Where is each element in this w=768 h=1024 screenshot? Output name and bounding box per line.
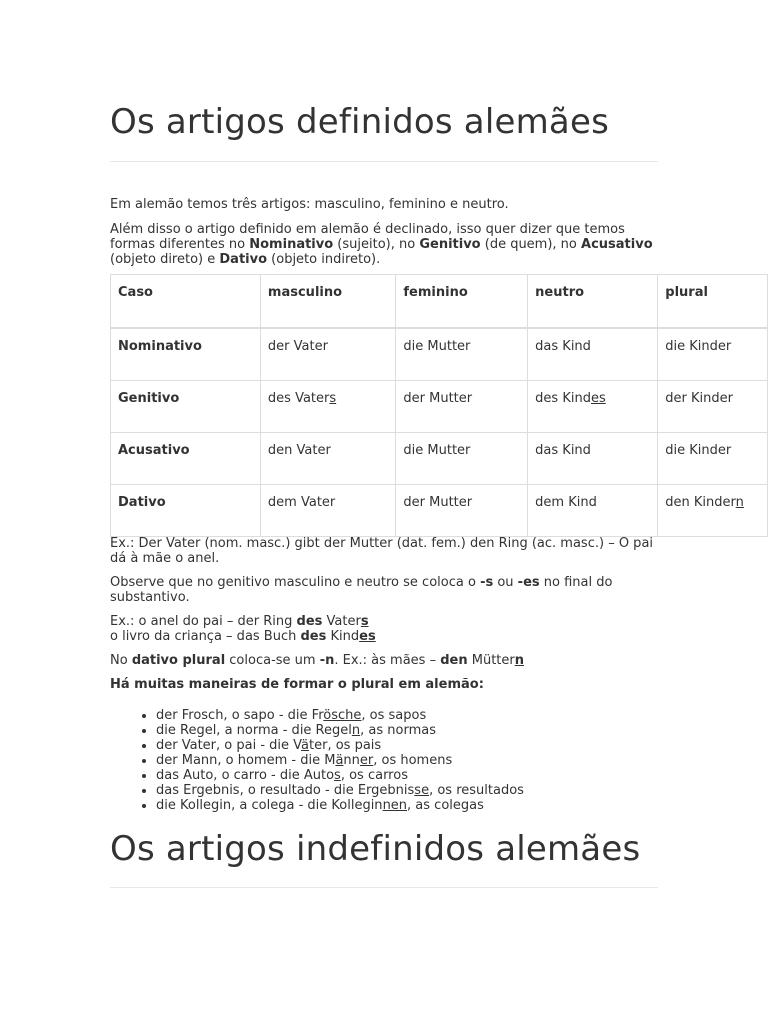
header-feminino: feminino [396,275,528,329]
case-cell: Dativo [111,485,261,537]
plural-cell: die Kinder [658,328,768,381]
case-cell: Acusativo [111,433,261,485]
genitive-examples: Ex.: o anel do pai – der Ring des Vaters o livro da criança – das Buch des Kindes [110,614,376,644]
list-item: • das Auto, o carro - die Autos, os carros [156,768,524,783]
plural-list [110,708,524,813]
section-title-indefinite: Os artigos indefinidos alemães [110,829,641,869]
table-row [111,328,768,381]
case-cell: Nominativo [111,328,261,381]
list-item: • das Ergebnis, o resultado - die Ergebnisse, os resultados [156,783,524,798]
neut-cell: dem Kind [528,485,658,537]
header-neutro: neutro [528,275,658,329]
list-item: • der Mann, o homem - die Männer, os homens [156,753,524,768]
neut-cell: des Kindes [528,381,658,433]
plural-cell: der Kinder [658,381,768,433]
list-item: • die Kollegin, a colega - die Kolleginnen, as colegas [156,798,524,813]
masc-cell: der Vater [260,328,395,381]
fem-cell: die Mutter [396,328,528,381]
header-plural: plural [658,275,768,329]
list-item: • der Vater, o pai - die Väter, os pais [156,738,524,753]
masc-cell: des Vaters [260,381,395,433]
fem-cell: der Mutter [396,485,528,537]
declension-table [110,274,768,537]
case-cell: Genitivo [111,381,261,433]
plural-heading: Há muitas maneiras de formar o plural em alemão: [110,677,484,692]
intro-paragraph: Em alemão temos três artigos: masculino, feminino e neutro. [110,197,509,212]
list-item: • der Frosch, o sapo - die Frösche, os sapos [156,708,524,723]
table-row [111,433,768,485]
table-header-row [111,275,768,329]
fem-cell: der Mutter [396,381,528,433]
list-item: • die Regel, a norma - die Regeln, as normas [156,723,524,738]
header-caso: Caso [111,275,261,329]
section-divider [110,887,658,888]
header-masculino: masculino [260,275,395,329]
title-divider [110,161,658,162]
dative-plural-note: No dativo plural coloca-se um -n. Ex.: às mães – den Müttern [110,653,524,668]
masc-cell: dem Vater [260,485,395,537]
table-row [111,381,768,433]
declension-paragraph: Além disso o artigo definido em alemão é declinado, isso quer dizer que temos formas diferentes no Nominativo (sujeito), no Genitivo (de quem), no Acusativo (objeto direto) e Dativo (objeto indireto). [110,222,653,267]
neut-cell: das Kind [528,433,658,485]
genitive-note: Observe que no genitivo masculino e neutro se coloca o -s ou -es no final do substantivo. [110,575,613,605]
fem-cell: die Mutter [396,433,528,485]
neut-cell: das Kind [528,328,658,381]
example-sentence: Ex.: Der Vater (nom. masc.) gibt der Mutter (dat. fem.) den Ring (ac. masc.) – O pai dá à mãe o anel. [110,536,654,566]
plural-cell: die Kinder [658,433,768,485]
table-row [111,485,768,537]
plural-cell: den Kindern [658,485,768,537]
masc-cell: den Vater [260,433,395,485]
page-title: Os artigos definidos alemães [110,102,609,142]
